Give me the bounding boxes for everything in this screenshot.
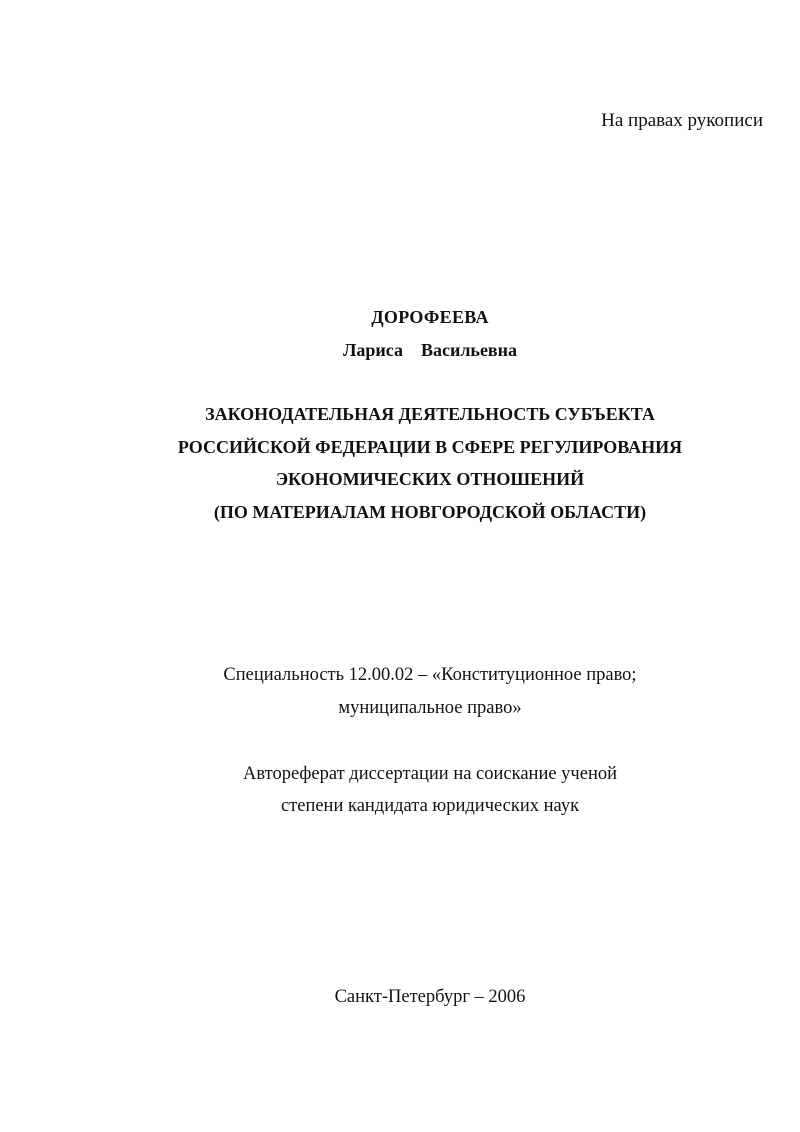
thesis-title-line: РОССИЙСКОЙ ФЕДЕРАЦИИ В СФЕРЕ РЕГУЛИРОВАНИЯ [177,436,683,457]
manuscript-rights-notice: На правах рукописи [601,110,763,131]
place-and-year: Санкт-Петербург – 2006 [334,987,526,1007]
thesis-title-line: ЭКОНОМИЧЕСКИХ ОТНОШЕНИЙ [275,469,585,489]
degree-block [0,758,800,822]
degree-line: Автореферат диссертации на соискание ученой [242,764,617,784]
author-surname: ДОРОФЕЕВА [371,307,489,327]
specialty-line: Специальность 12.00.02 – «Конституционное право; [223,665,637,685]
author-given-names: Лариса Васильевна [342,340,518,360]
specialty-line: муниципальное право» [338,698,522,718]
thesis-title-line: ЗАКОНОДАТЕЛЬНАЯ ДЕЯТЕЛЬНОСТЬ СУБЪЕКТА [205,404,655,424]
specialty-block [0,659,800,725]
thesis-title [0,398,800,528]
thesis-title-line: (ПО МАТЕРИАЛАМ НОВГОРОДСКОЙ ОБЛАСТИ) [213,501,647,522]
degree-line: степени кандидата юридических наук [280,796,580,816]
